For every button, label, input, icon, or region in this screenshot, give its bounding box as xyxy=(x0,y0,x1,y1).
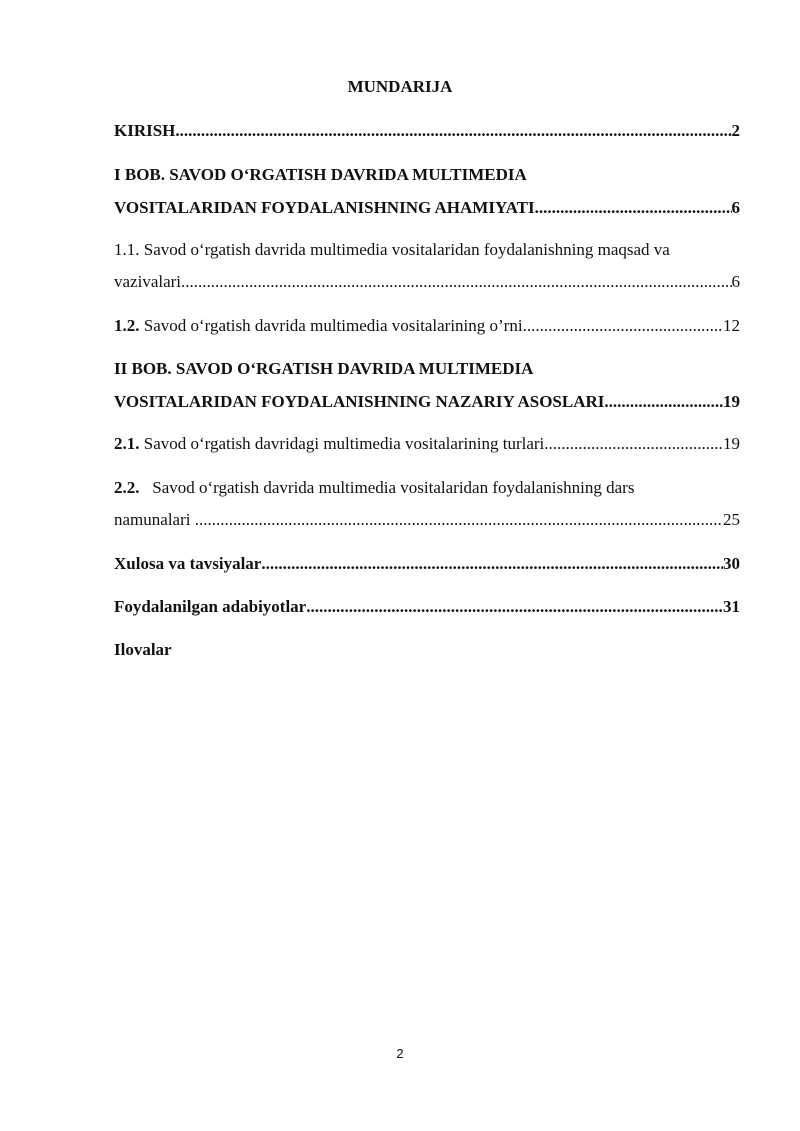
toc-entry-conclusion xyxy=(114,553,740,575)
toc-section-2-2-line1 xyxy=(114,477,634,499)
toc-section-text: Savod o‘rgatish davrida multimedia vositalarining o’rni xyxy=(139,316,523,335)
toc-title: MUNDARIJA xyxy=(347,77,453,96)
toc-section-text: Savod o‘rgatish davrida multimedia vositalaridan foydalanishning dars xyxy=(139,478,635,497)
toc-entry-section-1-1 xyxy=(114,271,740,293)
toc-entry-page: 12 xyxy=(723,316,740,335)
toc-section-text: Savod o‘rgatish davridagi multimedia vositalarining turlari xyxy=(139,434,545,453)
toc-chapter1-line2: VOSITALARIDAN FOYDALANISHNING AHAMIYATI xyxy=(114,198,535,217)
dot-leader xyxy=(261,553,723,575)
toc-entry-page: 31 xyxy=(723,597,740,616)
dot-leader xyxy=(175,120,731,142)
dot-leader xyxy=(523,315,723,337)
toc-section-1-2-text-wrap xyxy=(114,315,523,337)
toc-entry-label: KIRISH xyxy=(114,121,176,140)
page-number: 2 xyxy=(396,1046,404,1061)
toc-chapter2-line2: VOSITALARIDAN FOYDALANISHNING NAZARIY ASOSLARI xyxy=(114,392,605,411)
toc-section-number: 2.1. xyxy=(114,434,140,453)
toc-section-1-1-line2: vazivalari xyxy=(114,272,182,291)
toc-entry-page: 25 xyxy=(723,510,740,529)
toc-entry-chapter1 xyxy=(114,197,740,219)
toc-entry-section-1-2 xyxy=(114,315,740,337)
toc-entry-chapter2 xyxy=(114,391,740,413)
toc-section-2-1-text-wrap xyxy=(114,433,544,455)
toc-entry-page: 19 xyxy=(723,392,740,411)
toc-entry-page: 19 xyxy=(723,434,740,453)
toc-section-2-2-line2: namunalari xyxy=(114,510,195,529)
toc-entry-label: Foydalanilgan adabiyotlar xyxy=(114,597,307,616)
toc-chapter1-line1: I BOB. SAVOD O‘RGATISH DAVRIDA MULTIMEDIA xyxy=(114,165,527,184)
dot-leader xyxy=(306,596,723,618)
toc-entry-appendices: Ilovalar xyxy=(114,640,172,659)
toc-entry-page: 30 xyxy=(723,554,740,573)
toc-entry-page: 6 xyxy=(731,198,740,217)
toc-section-number: 1.2. xyxy=(114,316,140,335)
dot-leader xyxy=(604,391,723,413)
toc-chapter2-line1: II BOB. SAVOD O‘RGATISH DAVRIDA MULTIMEDIA xyxy=(114,359,534,378)
toc-entry-references xyxy=(114,596,740,618)
toc-section-1-1-line1: 1.1. Savod o‘rgatish davrida multimedia vositalaridan foydalanishning maqsad va xyxy=(114,240,670,259)
dot-leader xyxy=(195,509,723,531)
toc-entry-section-2-1 xyxy=(114,433,740,455)
dot-leader xyxy=(535,197,732,219)
toc-entry-section-2-2 xyxy=(114,509,740,531)
dot-leader xyxy=(544,433,723,455)
toc-entry-kirish xyxy=(114,120,740,142)
toc-section-number: 2.2. xyxy=(114,478,140,497)
toc-entry-label: Xulosa va tavsiyalar xyxy=(114,554,262,573)
toc-entry-page: 6 xyxy=(731,272,740,291)
toc-entry-page: 2 xyxy=(731,121,740,140)
dot-leader xyxy=(181,271,731,293)
